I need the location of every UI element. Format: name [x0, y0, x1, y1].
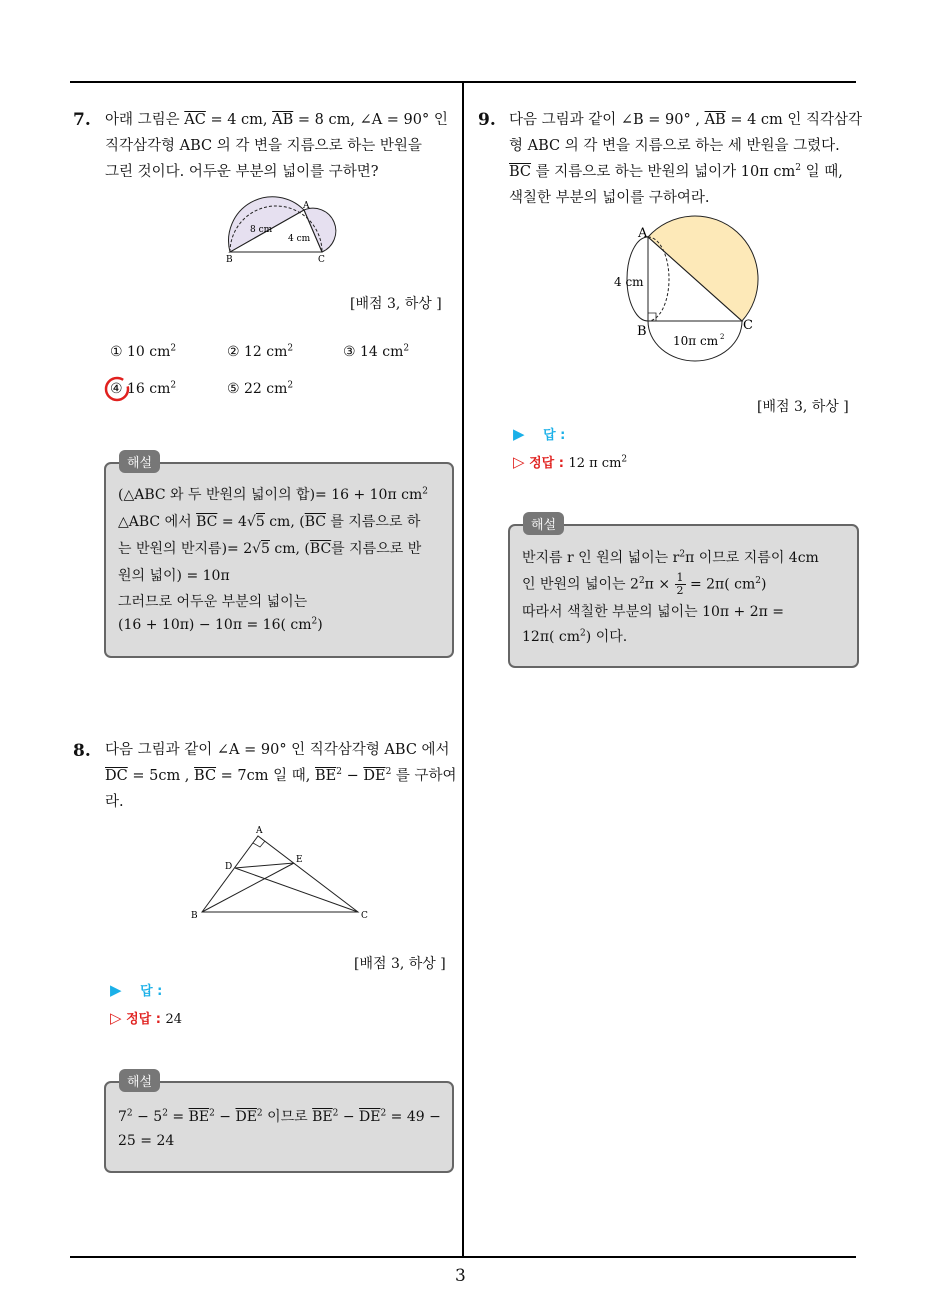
q9-expl-line-4: 12π( $cm^2$) 이다. — [522, 628, 628, 645]
q8-explanation-box — [104, 1081, 454, 1173]
q7-number: 7. — [73, 110, 91, 130]
q9-expl-line-2: 인 반원의 넓이는 $2^2\pi$ × $\frac{1}{2}$ = 2π( $cm^2$) — [522, 571, 767, 597]
q9-answer-row[interactable]: ▶ 답 : — [513, 425, 566, 443]
q8-label-b: B — [191, 911, 198, 921]
q9-expl-line-3: 따라서 색칠한 부분의 넓이는 10π + 2π = — [522, 604, 785, 620]
q7-label-c: C — [318, 255, 325, 265]
page-number: 3 — [455, 1266, 466, 1286]
q8-right-angle-mark — [253, 841, 265, 847]
q9-score: [배점 3, 하상 ] — [757, 399, 849, 415]
q9-fraction: $\frac{1}{2}$ — [676, 571, 684, 597]
q7-choice-1[interactable]: ① 10 $cm^2$ — [110, 343, 177, 360]
q7-expl-line-6: (16 + 10π) − 10π = 16( $cm^2$) — [118, 616, 323, 633]
q7-selected-circle-mark — [103, 375, 131, 403]
q9-figure — [606, 215, 766, 375]
q7-label-b: B — [226, 255, 233, 265]
q9-number: 9. — [478, 110, 496, 130]
q9-label-c: C — [743, 318, 753, 333]
q8-text: 다음 그림과 같이 ∠A = 90° 인 직각삼각형 ABC 에서 $\overline{DC} = 5cm$ , $\overline{BC} = 7cm$ 일 때, $\overline{BE}^2 - \overline{DE}^2$ 를 구하여 라. — [105, 742, 457, 810]
q7-label-a: A — [303, 201, 310, 211]
q7-choice-5[interactable]: ⑤ 22 $cm^2$ — [227, 380, 294, 397]
q8-label-e: E — [296, 855, 303, 865]
q7-semicircle-ac — [304, 208, 336, 252]
q7-choice-3[interactable]: ③ 14 $cm^2$ — [343, 343, 410, 360]
q8-label-d: D — [225, 862, 233, 872]
outline-triangle-icon: ▷ — [110, 1009, 122, 1027]
q8-explanation-tab: 해설 — [119, 1069, 160, 1092]
play-icon: ▶ — [513, 425, 525, 443]
q7-expl-line-5: 그러므로 어두운 부분의 넓이는 — [118, 594, 308, 610]
q7-label-ab: 8 cm — [250, 225, 273, 235]
q8-correct-row: ▷ 정답 : 24 — [110, 1009, 182, 1027]
q8-answer-row[interactable]: ▶ 답 : — [110, 981, 163, 999]
q8-label-c: C — [361, 911, 368, 921]
q8-triangle — [202, 836, 358, 912]
q7-score: [배점 3, 하상 ] — [350, 296, 442, 312]
q7-figure — [222, 192, 342, 267]
q8-expl-line-2: 25 = 24 — [118, 1133, 175, 1149]
q8-score: [배점 3, 하상 ] — [354, 956, 446, 972]
q8-figure — [188, 822, 378, 922]
q9-expl-line-1: 반지름 r 인 원의 넓이는 $r^2\pi$ 이므로 지름이 4cm — [522, 549, 819, 566]
q9-label-b: B — [637, 324, 647, 339]
q9-text: 다음 그림과 같이 ∠B = 90° , $\overline{AB} = 4$ cm 인 직각삼각 형 ABC 의 각 변을 지름으로 하는 세 반원을 그렸다. $\overline{BC}$ 를 지름으로 하는 반원의 넓이가 10π $cm^2$ 일 때, 색칠한 부분의 넓이를 구하여라. — [509, 112, 863, 206]
q7-label-ac: 4 cm — [288, 234, 311, 244]
q7-choice-2[interactable]: ② 12 $cm^2$ — [227, 343, 294, 360]
q9-label-bc-sup: 2 — [720, 333, 725, 341]
q7-expl-line-2: △ABC 에서 $\overline{BC} = 4√5$ cm, ($\overline{BC}$ 를 지름으로 하 — [118, 514, 421, 530]
bottom-rule — [70, 1256, 856, 1258]
q8-line-be — [202, 863, 294, 912]
column-divider — [462, 81, 464, 1257]
q9-label-bc: 10π cm — [673, 334, 719, 348]
q7-expl-line-1: (△ABC 와 두 반원의 넓이의 합)= 16 + 10π $cm^2$ — [118, 486, 428, 503]
q7-text: 아래 그림은 $\overline{AC} = 4$ cm, $\overline{AB} = 8$ cm, ∠A = 90° 인 직각삼각형 ABC 의 각 변을 지름으로 하는 반원을 그린 것이다. 어두운 부분의 넓이를 구하면? — [105, 112, 448, 180]
q8-line-dc — [235, 868, 358, 912]
q8-number: 8. — [73, 741, 91, 761]
q9-correct-row: ▷ 정답 : 12 π $cm^2$ — [513, 453, 628, 471]
q9-label-ab: 4 cm — [614, 275, 644, 289]
q8-expl-line-1: $7^2 - 5^2 = \overline{BE}^2 - \overline{DE}^2$ 이므로 $\overline{BE}^2 - \overline{DE}^2 = 49$ − — [118, 1108, 441, 1125]
q7-choice-4[interactable]: ④ 16 $cm^2$ — [110, 380, 177, 397]
q7-expl-line-4: 원의 넓이) = 10π — [118, 568, 230, 584]
outline-triangle-icon: ▷ — [513, 453, 525, 471]
q9-label-a: A — [638, 226, 648, 241]
q7-explanation-tab: 해설 — [119, 450, 160, 473]
q7-expl-line-3: 는 반원의 반지름)= 2√5 cm, ($\overline{BC}$를 지름으로 반 — [118, 541, 422, 557]
q9-explanation-tab: 해설 — [523, 512, 564, 535]
play-icon: ▶ — [110, 981, 122, 999]
q8-label-a: A — [256, 826, 263, 836]
